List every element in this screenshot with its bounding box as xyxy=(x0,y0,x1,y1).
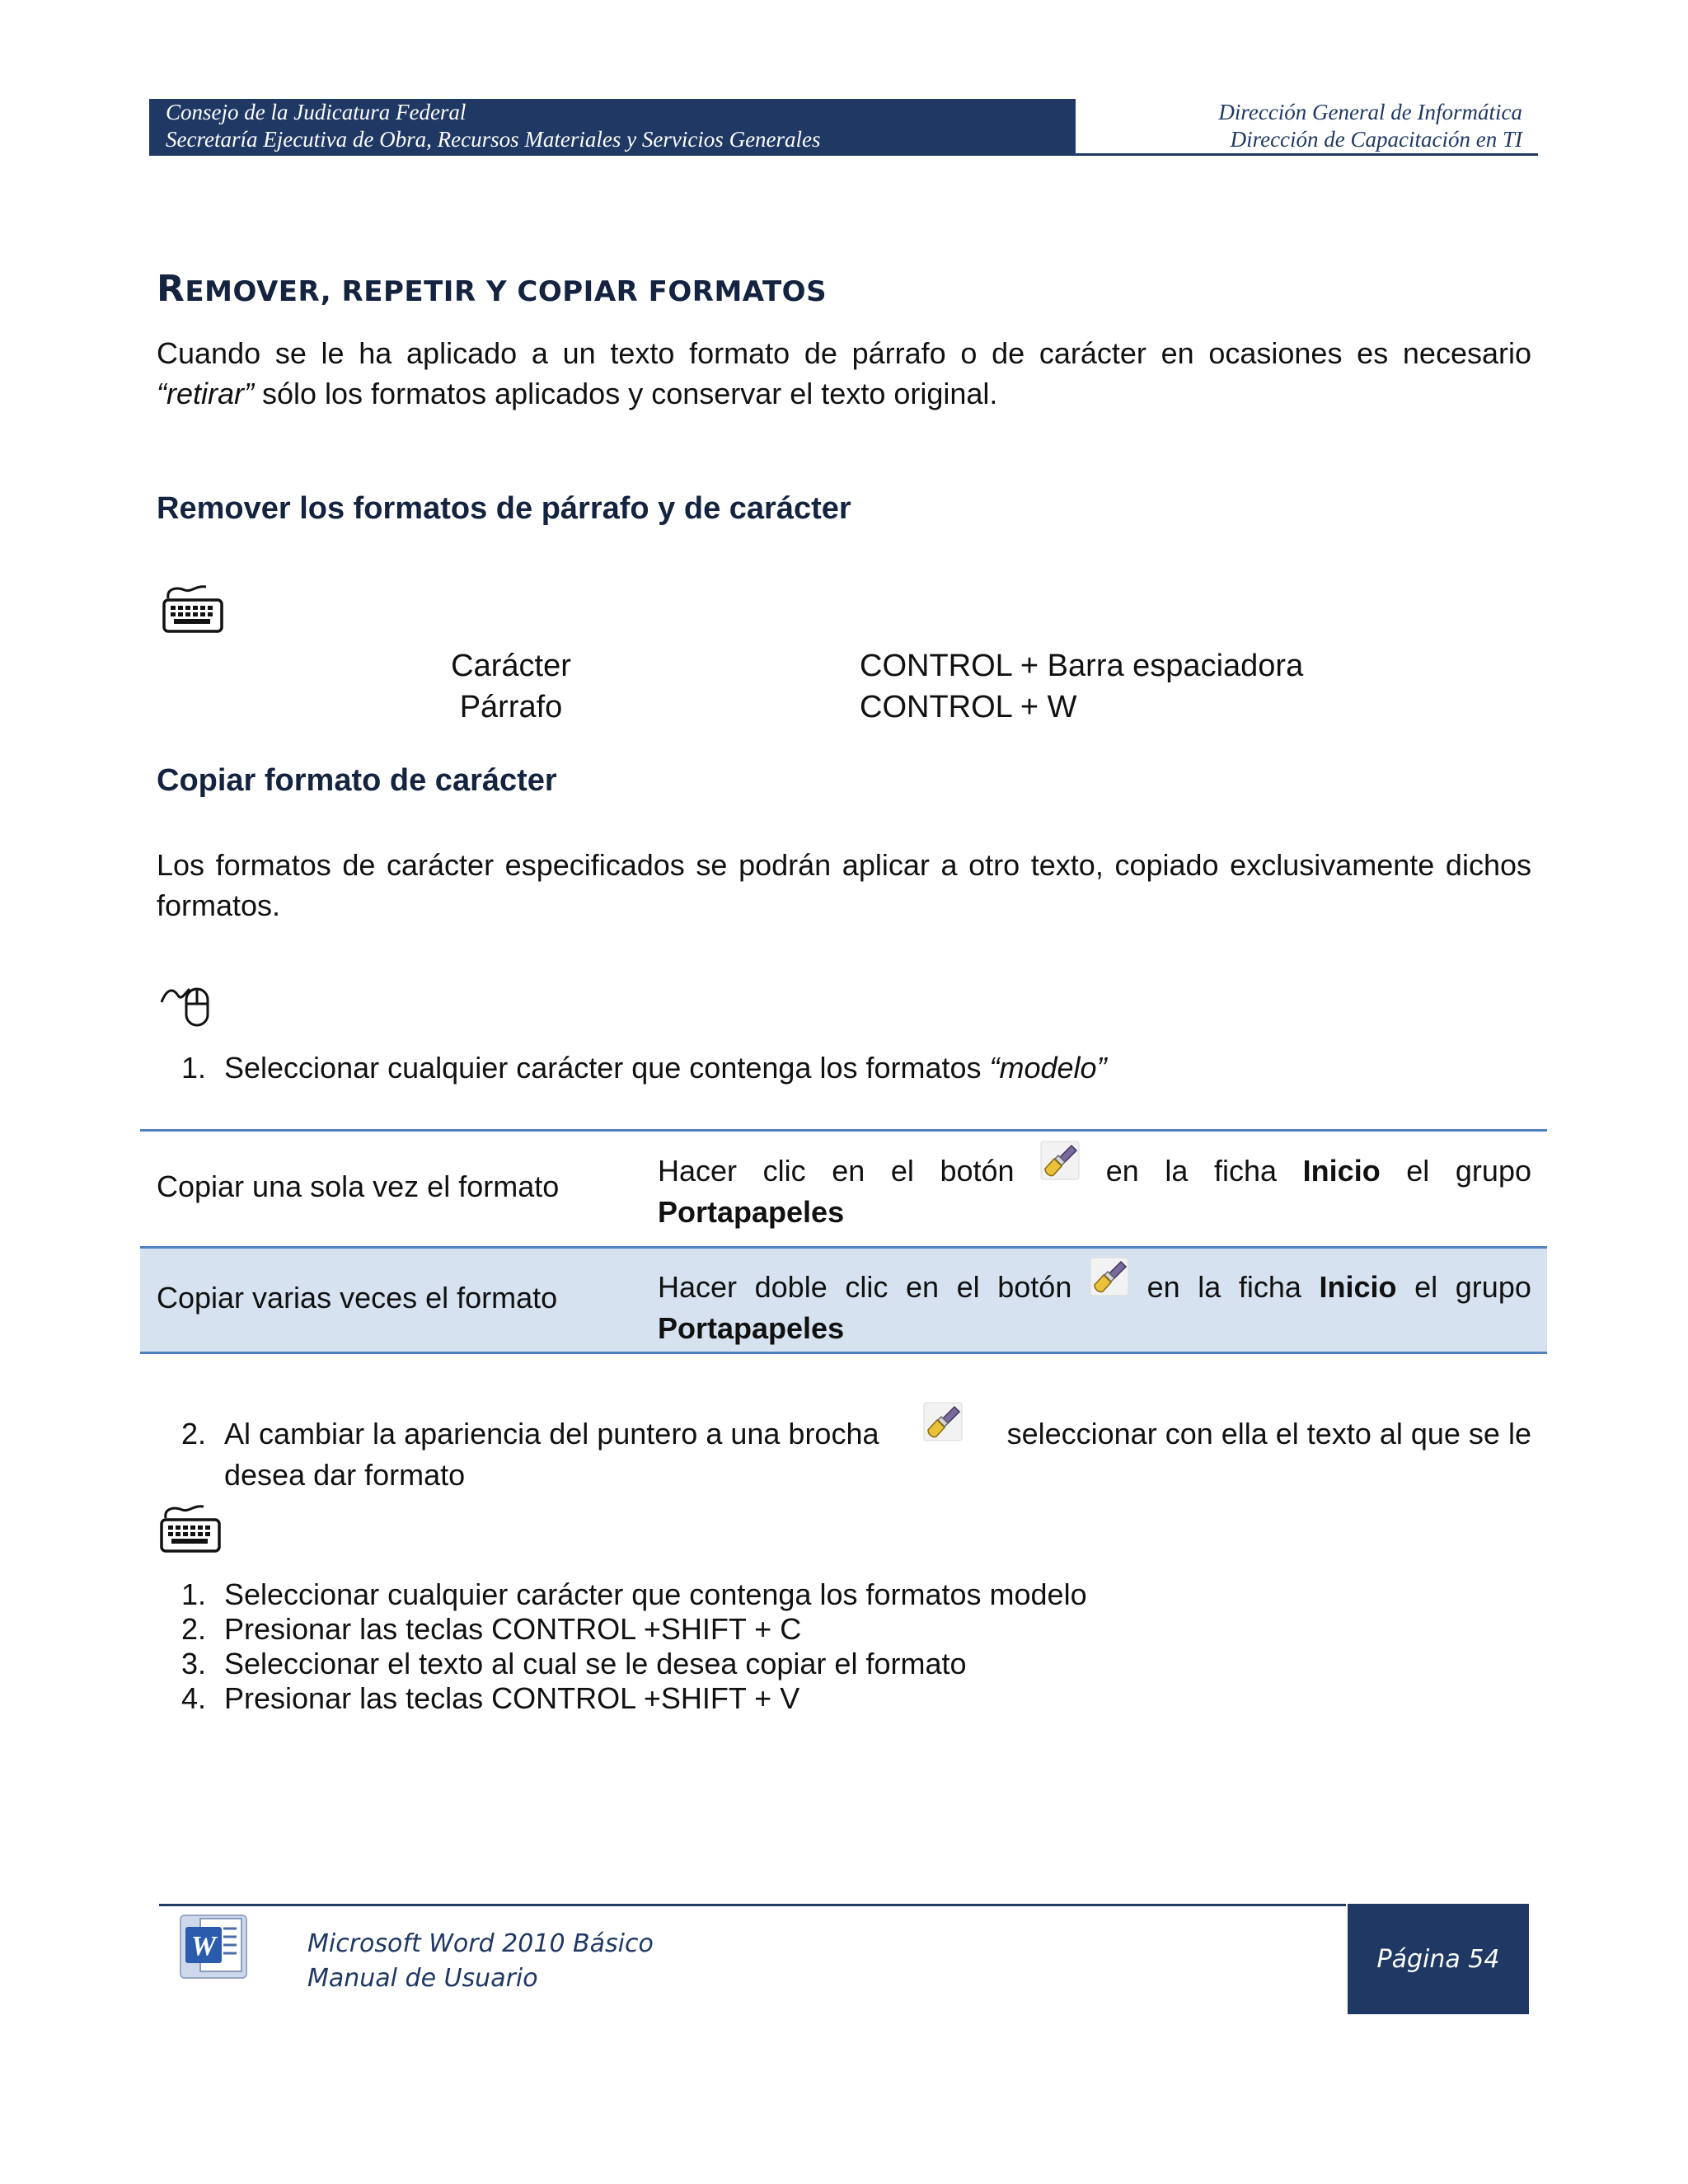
section-title-initial: R xyxy=(157,268,185,310)
mouse-step-2 xyxy=(157,1413,1531,1496)
keyboard-icon xyxy=(162,582,226,636)
footer-text xyxy=(307,1927,654,1996)
brush-pointer-icon xyxy=(923,1402,963,1441)
table-row-divider xyxy=(140,1246,1547,1249)
mouse-step-2-before: Al cambiar la apariencia del puntero a una brocha xyxy=(224,1417,879,1451)
section-title xyxy=(157,268,827,310)
format-painter-icon[interactable] xyxy=(1040,1141,1080,1180)
shortcut-keys-parrafo: CONTROL + W xyxy=(860,690,1077,724)
header-left-block xyxy=(149,99,1076,153)
header-subdirection: Dirección de Capacitación en TI xyxy=(1230,127,1522,152)
footer-manual: Manual de Usuario xyxy=(307,1964,538,1993)
word-logo-icon xyxy=(177,1910,251,1981)
table-row-2-label: Copiar varias veces el formato xyxy=(157,1281,558,1315)
ribbon-tab-name: Inicio xyxy=(1302,1154,1381,1188)
shortcut-name-caracter: Carácter xyxy=(451,649,571,683)
header-institution: Consejo de la Judicatura Federal xyxy=(166,100,467,124)
word: el xyxy=(890,1154,914,1188)
remove-heading: Remover los formatos de párrafo y de carácter xyxy=(157,491,851,526)
mouse-step-2-line-2: desea dar formato xyxy=(224,1458,466,1492)
word: la xyxy=(1165,1154,1189,1188)
mouse-step-1-text xyxy=(224,1051,1107,1085)
table-row-1-group-name: Portapapeles xyxy=(658,1195,845,1229)
word: doble xyxy=(754,1270,828,1304)
word: grupo xyxy=(1455,1154,1531,1188)
list-item-number: 1. xyxy=(181,1577,206,1611)
list-item xyxy=(157,1647,1475,1681)
list-item-text: Seleccionar el texto al cual se le desea copiar el formato xyxy=(224,1647,967,1680)
word: ficha xyxy=(1214,1154,1278,1188)
word: Hacer xyxy=(658,1154,738,1188)
mouse-step-2-number: 2. xyxy=(181,1417,206,1451)
word: el xyxy=(956,1270,980,1304)
word: el xyxy=(1414,1270,1438,1304)
intro-line-2 xyxy=(157,373,1531,414)
header-direction: Dirección General de Informática xyxy=(1218,100,1522,124)
word: ficha xyxy=(1238,1270,1301,1304)
word: la xyxy=(1198,1270,1221,1304)
intro-line-2-rest: sólo los formatos aplicados y conservar el texto original. xyxy=(253,377,998,410)
footer-product: Microsoft Word 2010 Básico xyxy=(307,1929,654,1958)
mouse-step-2-text xyxy=(224,1413,1531,1496)
word: en xyxy=(832,1154,865,1188)
word: clic xyxy=(845,1270,889,1304)
list-item-number: 2. xyxy=(181,1612,206,1646)
keyboard-icon xyxy=(159,1502,223,1556)
header-divider xyxy=(149,153,1538,156)
word: botón xyxy=(940,1154,1015,1188)
table-row-1-instruction xyxy=(658,1151,1531,1233)
list-item-number: 4. xyxy=(181,1681,206,1715)
word: grupo xyxy=(1455,1270,1531,1304)
list-item xyxy=(157,1681,1475,1716)
mouse-step-1-main: Seleccionar cualquier carácter que contenga los formatos xyxy=(224,1051,990,1085)
mouse-step-2-after: seleccionar con ella el texto al que se le xyxy=(1006,1417,1531,1451)
page-number-box xyxy=(1348,1904,1529,2014)
list-item-text: Presionar las teclas CONTROL +SHIFT + C xyxy=(224,1612,802,1646)
list-item xyxy=(157,1577,1475,1612)
header-secretariat: Secretaría Ejecutiva de Obra, Recursos Materiales y Servicios Generales xyxy=(166,127,821,152)
table-row-1-line-1 xyxy=(658,1151,1531,1192)
word: el xyxy=(1406,1154,1430,1188)
intro-line-1: Cuando se le ha aplicado a un texto formato de párrafo o de carácter en ocasiones es necesario xyxy=(157,336,1531,370)
word: clic xyxy=(762,1154,806,1188)
header-right-block xyxy=(1076,99,1525,153)
copy-heading: Copiar formato de carácter xyxy=(157,763,557,798)
copy-paragraph: Los formatos de carácter especificados se podrán aplicar a otro texto, copiado exclusivamente dichos formatos. xyxy=(157,848,1531,922)
table-row-2-line-1 xyxy=(658,1267,1531,1308)
table-row-2-instruction xyxy=(658,1267,1531,1349)
word: Hacer xyxy=(658,1270,738,1304)
table-row-2-group-name: Portapapeles xyxy=(658,1311,845,1345)
mouse-step-1-italic: “modelo” xyxy=(989,1051,1107,1085)
word: en xyxy=(905,1270,939,1304)
intro-paragraph xyxy=(157,333,1531,414)
intro-quote: “retirar” xyxy=(157,377,254,410)
word: en xyxy=(1146,1270,1180,1304)
list-item-number: 3. xyxy=(181,1647,206,1680)
shortcut-name-parrafo: Párrafo xyxy=(459,690,563,724)
section-title-rest: EMOVER, REPETIR Y COPIAR FORMATOS xyxy=(185,275,828,308)
page-number: Página 54 xyxy=(1376,1944,1500,1974)
footer-divider xyxy=(159,1904,1346,1906)
list-item-text: Seleccionar cualquier carácter que contenga los formatos modelo xyxy=(224,1577,1087,1611)
mouse-icon xyxy=(158,972,216,1029)
word: botón xyxy=(997,1270,1072,1304)
word: en xyxy=(1105,1154,1139,1188)
table-top-border xyxy=(140,1129,1547,1132)
list-item-text: Presionar las teclas CONTROL +SHIFT + V xyxy=(224,1681,800,1715)
shortcut-keys-caracter: CONTROL + Barra espaciadora xyxy=(860,649,1304,683)
format-painter-icon[interactable] xyxy=(1090,1257,1129,1296)
mouse-step-1-number: 1. xyxy=(181,1051,206,1085)
word-logo-letter: W xyxy=(190,1931,217,1961)
ribbon-tab-name: Inicio xyxy=(1319,1270,1397,1304)
list-item xyxy=(157,1612,1475,1647)
table-row-1-label: Copiar una sola vez el formato xyxy=(157,1169,560,1203)
table-bottom-border xyxy=(140,1352,1547,1354)
